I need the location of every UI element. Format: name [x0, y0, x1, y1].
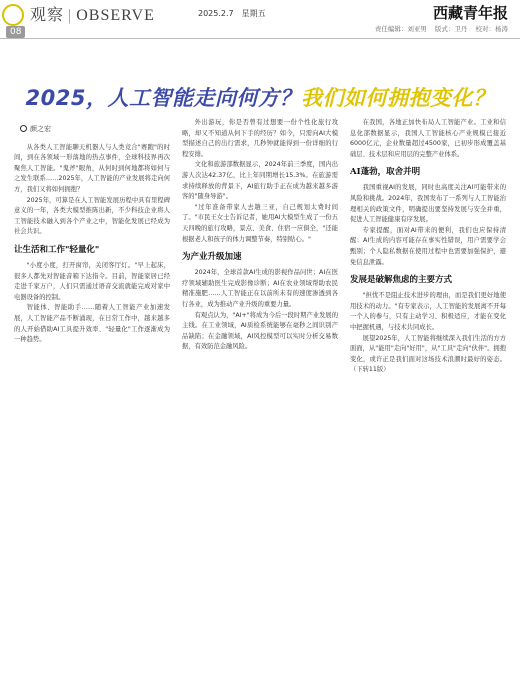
paragraph: "担忧不是阻止技术进步的理由，而是我们更好地使用技术的动力。"有专家表示，人工智能的发展离不开每一个人的参与，只有主动学习、积极适应，才能在变化中把握机遇，与技术共同成长。: [350, 292, 506, 331]
paragraph: 2025年，可算是在人工智能发展历程中具有里程碑意义的一年，各类大模型推陈出新，不少科技企业将人工智能技术融入到各个产业之中，智能化发展已经成为社会共识。: [14, 196, 170, 236]
header-divider: [0, 38, 520, 39]
paragraph: 文化和旅游部数据显示，2024年前三季度，国内出游人次达42.37亿，比上年同期增长15.3%。在旅游需求持续释放的背景下，AI旅行助手正在成为越来越多游客的"随身导游"。: [182, 161, 338, 201]
section-title-en: OBSERVE: [76, 7, 155, 24]
article-column-2: [182, 118, 338, 690]
section-title: [30, 2, 155, 25]
subheading: 让生活和工作"轻量化": [14, 244, 100, 255]
section-logo-icon: [2, 4, 24, 26]
subheading: 为产业升级加速: [182, 252, 242, 263]
section-title-cn: 观察: [30, 7, 65, 24]
editor-meta-item: 责任编辑：刘亚男: [374, 25, 427, 33]
section-separator: |: [68, 7, 73, 24]
issue-info: [198, 8, 274, 19]
paragraph: 我国重视AI的发展，同时也高度关注AI可能带来的风险和挑战。2024年，我国发布了一系列与人工智能治理相关的政策文件，明确提出要坚持发展与安全并重，促进人工智能健康有序发展。: [350, 184, 506, 224]
issue-day: 星期五: [241, 9, 266, 18]
issue-date: 2025.2.7: [198, 9, 234, 18]
article-column-1: [14, 118, 170, 690]
paragraph: 2024年，全球首款AI生成的影视作品问世；AI在医疗领域辅助医生完成影像诊断；AI在农业领域帮助农民精准施肥……人工智能正在以前所未有的速度渗透到各行各业，成为推动产业升级的重要力量。: [182, 269, 338, 308]
subheading: 发展是破解焦虑的主要方式: [350, 275, 453, 286]
paragraph: 展望2025年，人工智能将继续深入我们生活的方方面面，从"能用"走向"好用"，从"工具"走向"伙伴"。拥抱变化，或许正是我们面对这场技术浪潮时最好的姿态。（下转11版）: [350, 334, 506, 374]
paragraph: "过年准备带家人去趟三亚，自己规划太费时间了。"市民王女士告诉记者，她用AI大模型生成了一份五天四晚的旅行攻略，景点、美食、住宿一应俱全，"还能根据老人和孩子的体力调整节奏，特别贴心。": [182, 203, 338, 243]
editor-meta-item: 版式：卫丹: [434, 25, 468, 33]
paragraph: "小度小度，打开窗帘，关闭客厅灯。"早上起床，很多人都先对智能音箱下达指令。目前，智能家居已经走进千家万户，人们只需通过语音交流就能完成对家中电器设备的控制。: [14, 261, 170, 301]
paragraph: 在我国，各地正加快布局人工智能产业。工业和信息化部数据显示，我国人工智能核心产业规模已接近6000亿元，企业数量超过4500家，已初步形成覆盖基础层、技术层和应用层的完整产业体系。: [350, 119, 506, 158]
editor-meta: [369, 24, 508, 33]
byline: [20, 124, 170, 135]
article-body: [14, 118, 508, 690]
subheading: AI蓬勃，取舍并明: [350, 167, 421, 178]
page-number: 08: [6, 26, 25, 38]
headline-part-1: 2025，人工智能走向何方？: [25, 86, 301, 110]
headline-part-2: 我们如何拥抱变化？: [300, 86, 495, 110]
byline-mark-icon: [20, 125, 27, 132]
author-name: 颜之宏: [30, 125, 51, 133]
magazine-name: 西藏青年报: [432, 4, 508, 22]
paragraph: 有观点认为，"AI+"将成为今后一段时期产业发展的主线。在工业领域，AI质检系统能够在毫秒之间识别产品缺陷；在金融领域，AI风控模型可以实时分析交易数据，有效防范金融风险。: [182, 311, 338, 351]
paragraph: 从各类人工智能聊天机器人与人类竞合"赛跑"的时间，到在各领域一形落地的热点事件，全球科技界再次聚焦人工智能。"鬼斧"眼角，从何时到何地都将如何与之发生联系……2025年，人工智能的产业发展将走向何方，我们又将如何拥抱？: [14, 143, 170, 193]
paragraph: 专家提醒，面对AI带来的便利，我们也应保持清醒：AI生成的内容可能存在事实性错误，用户需要学会甄别；个人隐私数据在使用过程中也需要加强保护，避免信息泄露。: [350, 226, 506, 266]
article-headline: [0, 82, 520, 112]
page-header: [0, 0, 520, 44]
article-column-3: [350, 118, 506, 690]
paragraph: 智能体、智能助手……随着人工智能产业加速发展，人工智能产品不断涌现，在日常工作中，越来越多的人开始借助AI工具提升效率、"轻量化"工作逐渐成为一种趋势。: [14, 304, 170, 344]
paragraph: 外出游玩，你是否曾有过想要一份个性化旅行攻略，却又不知道从何下手的经历？如今，只需向AI大模型描述自己的出行需求，几秒钟就能得到一份详细的行程安排。: [182, 119, 338, 158]
editor-meta-item: 校对：杨涛: [475, 25, 508, 33]
